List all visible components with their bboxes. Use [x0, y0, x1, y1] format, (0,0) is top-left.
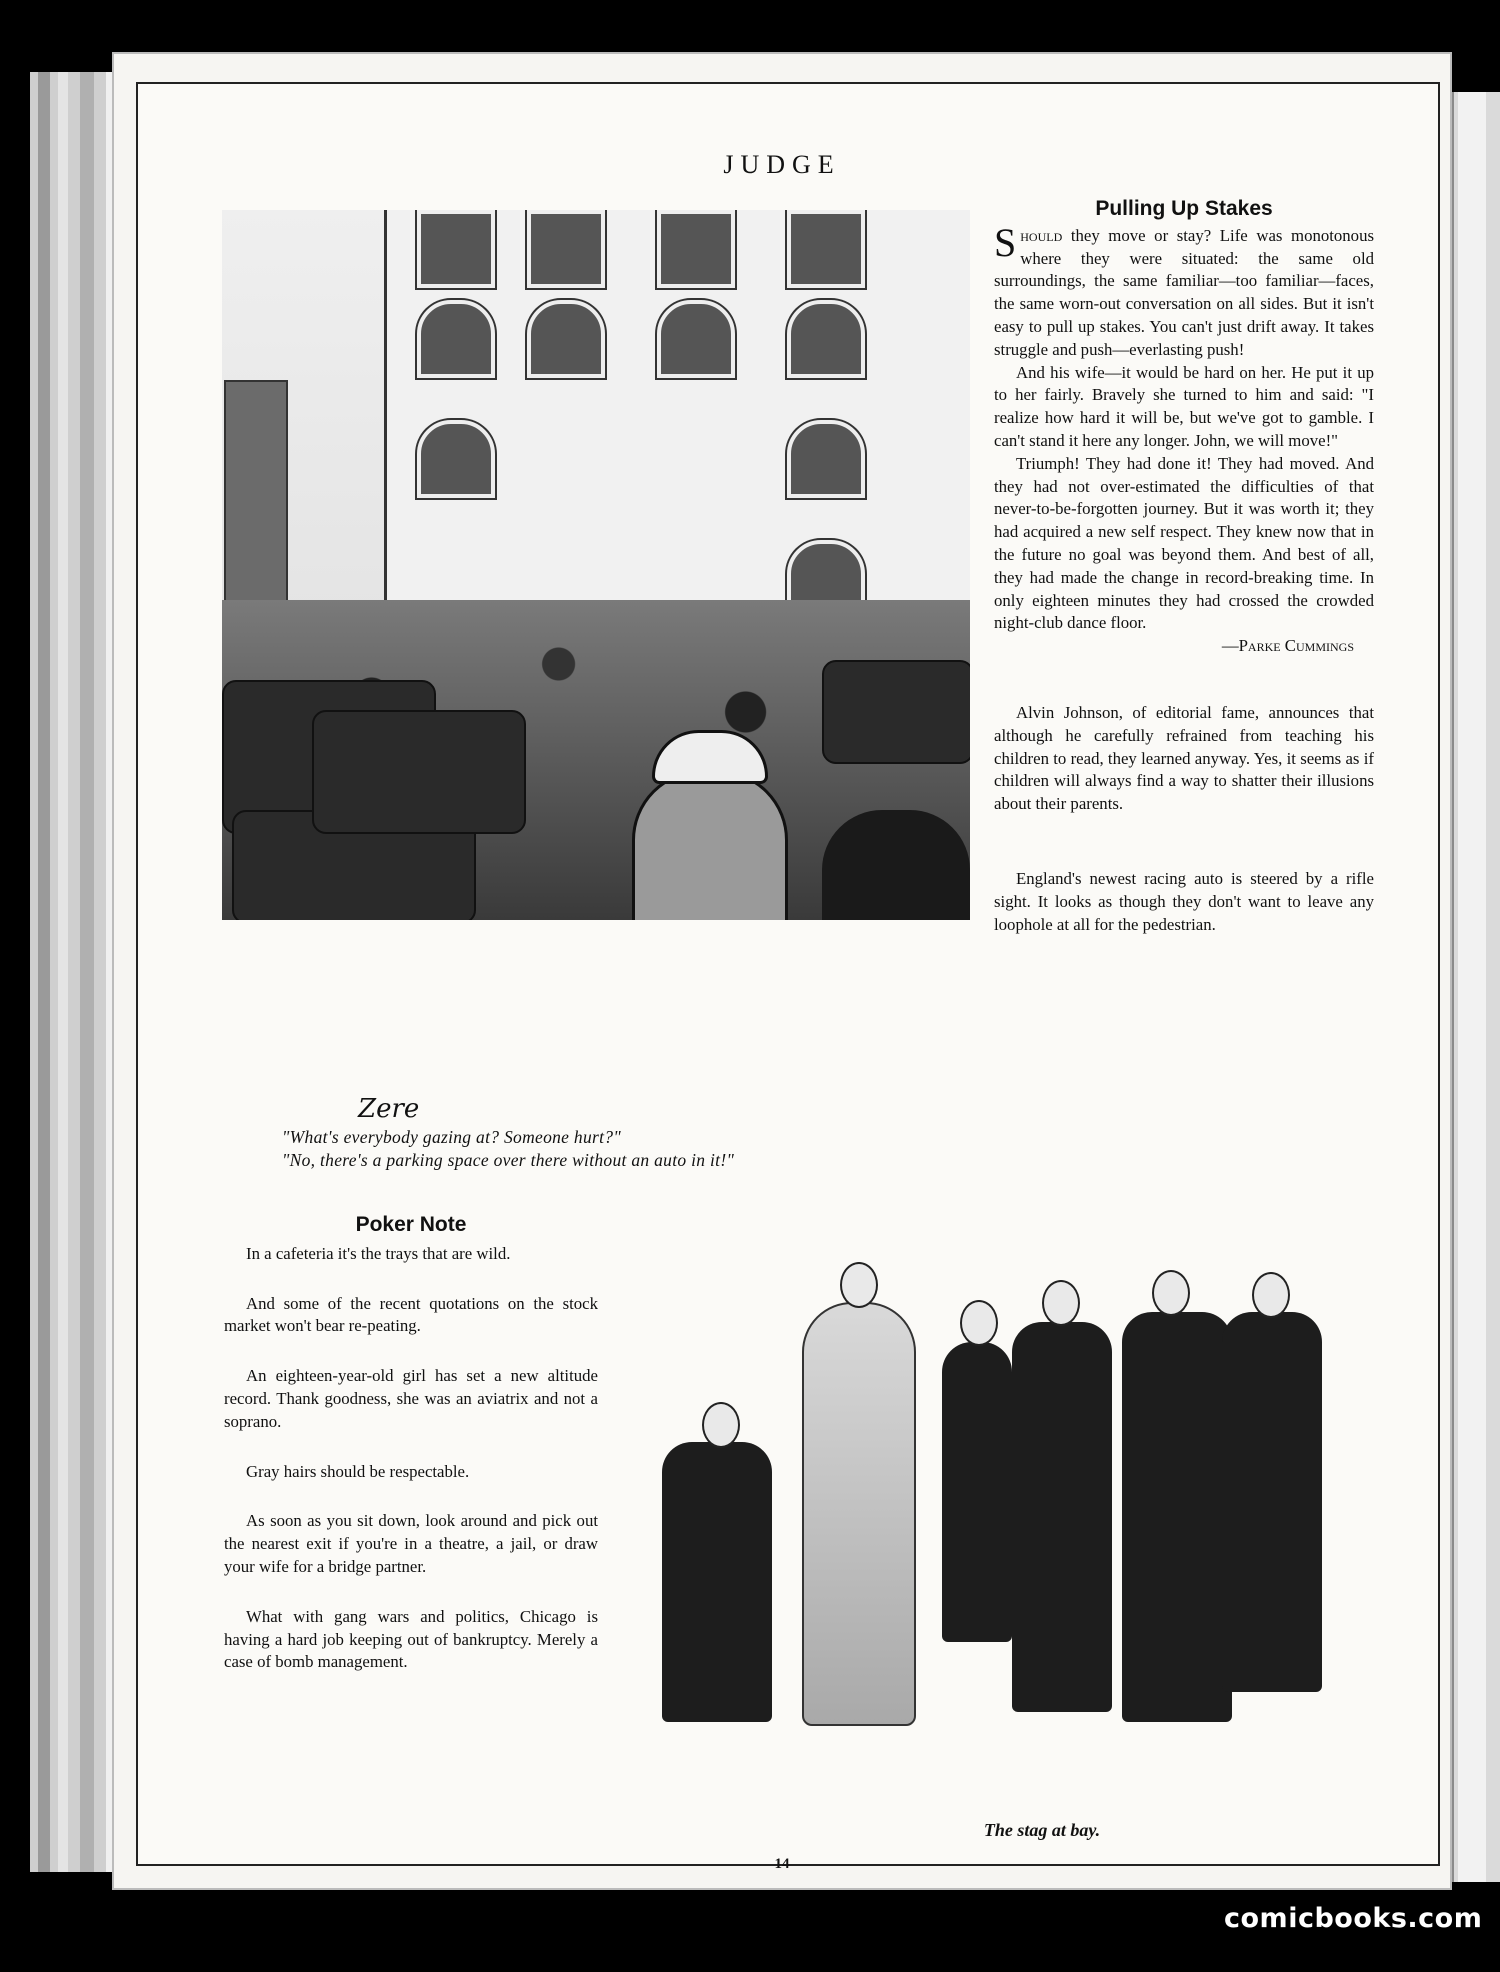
figure-head	[960, 1300, 998, 1346]
car	[822, 660, 970, 764]
article-byline: —Parke Cummings	[1221, 636, 1354, 656]
caption-line-1: "What's everybody gazing at? Someone hurt?"	[282, 1127, 621, 1147]
page-number: 14	[774, 1856, 790, 1872]
cartoon-street-crowd	[222, 210, 970, 920]
poker-item: An eighteen-year-old girl has set a new altitude record. Thank goodness, she was an aviatrix and not a soprano.	[224, 1366, 598, 1431]
poker-item: As soon as you sit down, look around and pick out the nearest exit if you're in a theatre, a jail, or draw your wife for a bridge partner.	[224, 1511, 598, 1576]
poker-note-title: Poker Note	[355, 1213, 467, 1236]
magazine-page	[112, 52, 1452, 1890]
drop-cap: S	[994, 219, 1017, 265]
figure-man	[942, 1342, 1012, 1642]
poker-item: And some of the recent quotations on the stock market won't bear re-peating.	[224, 1293, 598, 1336]
cartoon-man-spectacles	[822, 810, 970, 920]
figure-head	[1152, 1270, 1190, 1316]
paragraph-1-text: they move or stay? Life was monotonous where they were situated: the same old surroundings, the same familiar—too familiar—faces, the same worn-out conversation on all sides. But it isn't easy to pull up stakes. You can't just drift away. It takes struggle and push—everlasting push!	[994, 225, 1374, 359]
cartoon1-caption	[282, 1126, 982, 1172]
poker-item: What with gang wars and politics, Chicago is having a hard job keeping out of bankruptcy. Merely a case of bomb management.	[224, 1606, 598, 1672]
poker-item: In a cafeteria it's the trays that are wild.	[246, 1243, 511, 1263]
watermark: comicbooks.com	[1224, 1903, 1483, 1934]
masthead: JUDGE	[723, 150, 841, 179]
figure-short-man	[662, 1442, 772, 1722]
book-edge-right	[1444, 92, 1500, 1882]
poker-item: Gray hairs should be respectable.	[246, 1461, 470, 1481]
figure-man	[1222, 1312, 1322, 1692]
cartoon-building	[384, 210, 970, 640]
figure-head	[1042, 1280, 1080, 1326]
cartoon-stag-at-bay	[652, 1252, 1372, 1792]
figure-man	[1122, 1312, 1232, 1722]
article-paragraph-1	[994, 219, 1374, 362]
cartoon1-signature: Zere	[358, 1094, 420, 1124]
cartoon-man-gesturing	[632, 770, 788, 920]
figure-woman	[802, 1302, 916, 1726]
figure-head	[1252, 1272, 1290, 1318]
article-paragraph-3: Triumph! They had done it! They had moved. And they had not over-estimated the difficulties of that never-to-be-forgotten journey. But it was worth it; they had acquired a new self respect. They knew now that in the future no goal was beyond them. And best of all, they had made the change in record-breaking time. In only eighteen minutes they had crossed the crowded night-club dance floor.	[994, 453, 1374, 633]
item-racing-auto: England's newest racing auto is steered by a rifle sight. It looks as though they don't want to leave any loophole at all for the pedestrian.	[994, 868, 1374, 934]
car	[312, 710, 526, 834]
poker-note-column	[224, 1214, 598, 1701]
right-column	[994, 198, 1374, 936]
item-alvin-johnson: Alvin Johnson, of editorial fame, announces that although he carefully refrained from teaching his children to read, they learned anyway. Yes, it seems as if children will always find a way to shatter their illusions about their parents.	[994, 702, 1374, 814]
lead-word: hould	[1020, 225, 1063, 245]
caption-line-2: "No, there's a parking space over there without an auto in it!"	[282, 1150, 735, 1170]
cartoon2-caption: The stag at bay.	[983, 1820, 1101, 1840]
figure-head	[840, 1262, 878, 1308]
article-title: Pulling Up Stakes	[1095, 197, 1273, 220]
article-paragraph-2: And his wife—it would be hard on her. He put it up to her fairly. Bravely she turned to him and said: "I realize how hard it will be, but we've got to gamble. I can't stand it here any longer. John, we will move!"	[994, 362, 1374, 450]
figure-head	[702, 1402, 740, 1448]
figure-man	[1012, 1322, 1112, 1712]
